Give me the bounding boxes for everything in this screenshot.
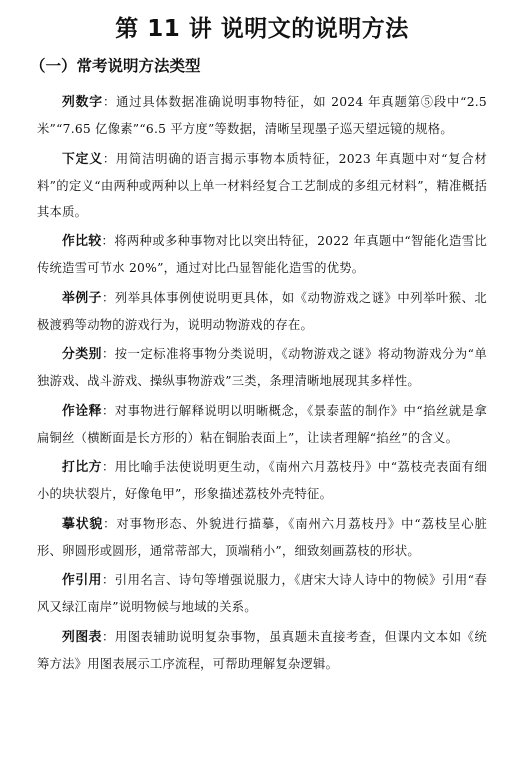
document-page: [0, 14, 517, 757]
method-term: 举例子: [62, 290, 103, 306]
method-term: 摹状貌: [62, 516, 104, 532]
method-description: 将两种或多种事物对比以突出特征，2022 年真题中“智能化造雪比传统造雪可节水 20%”，通过对比凸显智能化造雪的优势。: [37, 234, 487, 275]
term-colon: ：: [101, 347, 115, 361]
term-colon: ：: [102, 151, 116, 166]
method-description: 用简洁明确的语言揭示事物本质特征，2023 年真题中对“复合材料”的定义“由两种或两种以上单一材料经复合工艺制成的多组元材料”，精准概括其本质。: [37, 151, 487, 219]
term-colon: ：: [102, 95, 117, 109]
method-description: 通过具体数据准确说明事物特征，如 2024 年真题第⑤段中“2.5米”“7.65 亿像素”“6.5 平方度”等数据，清晰呈现墨子巡天望远镜的规格。: [37, 95, 487, 136]
method-term: 作诠释: [62, 403, 102, 419]
method-description: 用图表辅助说明复杂事物，虽真题未直接考查，但课内文本如《统筹方法》用图表展示工序流程，可帮助理解复杂逻辑。: [37, 629, 487, 671]
method-entry-list-numbers: [37, 89, 487, 142]
term-colon: ：: [103, 516, 117, 531]
method-entry-definition: [37, 146, 487, 225]
term-colon: ：: [102, 290, 115, 305]
method-description: 按一定标准将事物分类说明，《动物游戏之谜》将动物游戏分为“单独游戏、战斗游戏、操纵事物游戏”三类，条理清晰地展现其多样性。: [37, 347, 487, 388]
method-description: 对事物进行解释说明以明晰概念，《景泰蓝的制作》中“掐丝就是拿扁铜丝（横断面是长方形的）粘在铜胎表面上”，让读者理解“掐丝”的含义。: [37, 403, 487, 445]
method-term: 作引用: [62, 573, 102, 588]
method-description: 用比喻手法使说明更生动，《南州六月荔枝丹》中“荔枝壳表面有细小的块状裂片，好像龟甲”，形象描述荔枝外壳特征。: [37, 460, 487, 501]
method-entry-classification: [37, 341, 487, 394]
method-term: 列数字: [62, 95, 103, 110]
method-term: 分类别: [62, 347, 102, 362]
method-description: 引用名言、诗句等增强说服力，《唐宋大诗人诗中的物候》引用“春风又绿江南岸”说明物候与地域的关系。: [37, 573, 487, 614]
section-heading: （一）常考说明方法类型: [30, 57, 201, 75]
method-term: 打比方: [62, 460, 102, 475]
method-entry-comparison: [37, 228, 487, 281]
method-description: 列举具体事例使说明更具体，如《动物游戏之谜》中列举叶猴、北极渡鸦等动物的游戏行为，说明动物游戏的存在。: [37, 290, 487, 332]
method-entry-metaphor: [37, 454, 487, 507]
method-list: [37, 89, 487, 677]
method-entry-explanation: [37, 398, 487, 451]
term-colon: ：: [101, 403, 115, 418]
method-term: 作比较: [62, 234, 102, 249]
method-entry-description: [37, 511, 487, 564]
method-description: 对事物形态、外貌进行描摹，《南州六月荔枝丹》中“荔枝呈心脏形、卵圆形或圆形，通常蒂部大，顶端稍小”，细致刻画荔枝的形状。: [37, 516, 488, 558]
term-colon: ：: [101, 573, 115, 587]
method-entry-examples: [37, 285, 487, 338]
method-term: 列图表: [62, 629, 103, 645]
method-entry-charts: [37, 624, 487, 677]
term-colon: ：: [102, 629, 115, 644]
method-term: 下定义: [62, 151, 103, 167]
method-entry-quotation: [37, 567, 487, 620]
term-colon: ：: [101, 234, 115, 248]
term-colon: ：: [101, 460, 115, 474]
lesson-title: 第 11 讲 说明文的说明方法: [115, 16, 409, 42]
